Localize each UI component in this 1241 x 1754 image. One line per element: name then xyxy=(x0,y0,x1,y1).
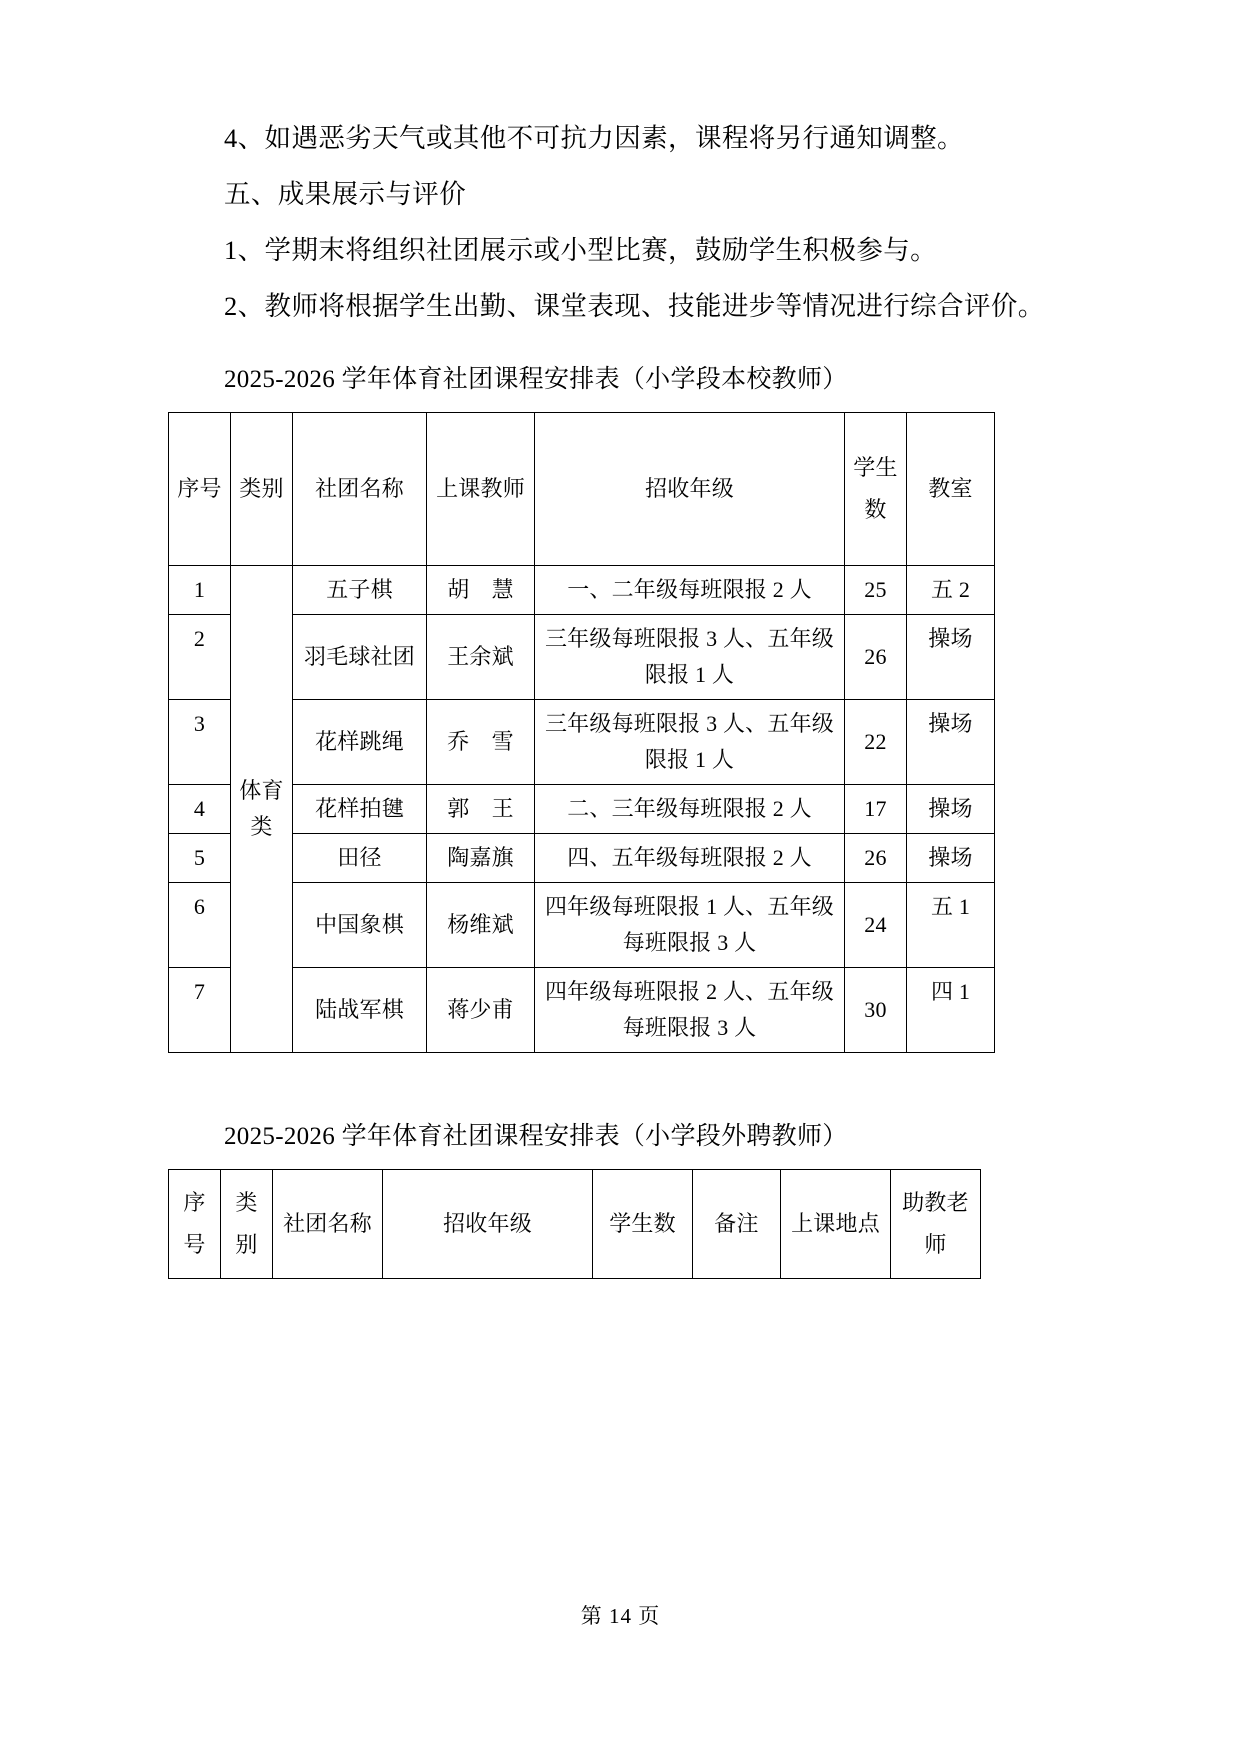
table-header-row xyxy=(169,1170,981,1279)
cell-count: 22 xyxy=(845,700,907,785)
table-header-row xyxy=(169,413,995,566)
header-remark: 备注 xyxy=(693,1170,781,1279)
header-club-name: 社团名称 xyxy=(273,1170,383,1279)
header-student-count: 学生数 xyxy=(845,413,907,566)
table-row xyxy=(169,785,995,834)
cell-teacher: 郭 王 xyxy=(427,785,535,834)
cell-room: 五 2 xyxy=(907,566,995,615)
cell-grades: 二、三年级每班限报 2 人 xyxy=(535,785,845,834)
table-row xyxy=(169,566,995,615)
cell-room: 操场 xyxy=(907,834,995,883)
cell-teacher: 蒋少甫 xyxy=(427,968,535,1053)
table-row xyxy=(169,968,995,1053)
cell-count: 24 xyxy=(845,883,907,968)
header-student-count: 学生数 xyxy=(593,1170,693,1279)
header-no: 序号 xyxy=(169,413,231,566)
cell-teacher: 胡 慧 xyxy=(427,566,535,615)
header-category: 类别 xyxy=(231,413,293,566)
cell-no: 2 xyxy=(169,615,231,700)
cell-count: 30 xyxy=(845,968,907,1053)
cell-club: 花样跳绳 xyxy=(293,700,427,785)
header-grades: 招收年级 xyxy=(383,1170,593,1279)
cell-teacher: 王余斌 xyxy=(427,615,535,700)
paragraph-4-weather: 4、如遇恶劣天气或其他不可抗力因素，课程将另行通知调整。 xyxy=(224,123,964,153)
cell-count: 25 xyxy=(845,566,907,615)
cell-no: 6 xyxy=(169,883,231,968)
cell-count: 26 xyxy=(845,834,907,883)
cell-grades: 四年级每班限报 2 人、五年级每班限报 3 人 xyxy=(535,968,845,1053)
table-row xyxy=(169,700,995,785)
sports-club-schedule-table-inhouse xyxy=(168,412,995,1053)
cell-club: 中国象棋 xyxy=(293,883,427,968)
cell-club: 花样拍毽 xyxy=(293,785,427,834)
cell-room: 操场 xyxy=(907,785,995,834)
section-heading-five: 五、成果展示与评价 xyxy=(224,179,467,209)
cell-teacher: 杨维斌 xyxy=(427,883,535,968)
table-row xyxy=(169,883,995,968)
cell-no: 7 xyxy=(169,968,231,1053)
cell-grades: 三年级每班限报 3 人、五年级限报 1 人 xyxy=(535,700,845,785)
cell-no: 1 xyxy=(169,566,231,615)
cell-no: 3 xyxy=(169,700,231,785)
page-number: 第 14 页 xyxy=(580,1604,661,1628)
header-grades: 招收年级 xyxy=(535,413,845,566)
cell-no: 4 xyxy=(169,785,231,834)
cell-teacher: 陶嘉旗 xyxy=(427,834,535,883)
header-no: 序号 xyxy=(169,1170,221,1279)
header-room: 教室 xyxy=(907,413,995,566)
table-row xyxy=(169,615,995,700)
cell-club: 羽毛球社团 xyxy=(293,615,427,700)
table2-title: 2025-2026 学年体育社团课程安排表（小学段外聘教师） xyxy=(224,1123,848,1150)
cell-grades: 四年级每班限报 1 人、五年级每班限报 3 人 xyxy=(535,883,845,968)
cell-teacher: 乔 雪 xyxy=(427,700,535,785)
paragraph-1-showcase: 1、学期末将组织社团展示或小型比赛，鼓励学生积极参与。 xyxy=(224,235,938,265)
paragraph-2-evaluation: 2、教师将根据学生出勤、课堂表现、技能进步等情况进行综合评价。 xyxy=(224,291,1045,321)
cell-club: 田径 xyxy=(293,834,427,883)
cell-no: 5 xyxy=(169,834,231,883)
table1-title: 2025-2026 学年体育社团课程安排表（小学段本校教师） xyxy=(224,366,848,393)
header-club-name: 社团名称 xyxy=(293,413,427,566)
cell-room: 操场 xyxy=(907,700,995,785)
header-category: 类别 xyxy=(221,1170,273,1279)
header-location: 上课地点 xyxy=(781,1170,891,1279)
cell-grades: 一、二年级每班限报 2 人 xyxy=(535,566,845,615)
cell-grades: 四、五年级每班限报 2 人 xyxy=(535,834,845,883)
cell-grades: 三年级每班限报 3 人、五年级限报 1 人 xyxy=(535,615,845,700)
header-teacher: 上课教师 xyxy=(427,413,535,566)
table-row xyxy=(169,834,995,883)
sports-club-schedule-table-external xyxy=(168,1169,981,1279)
cell-club: 五子棋 xyxy=(293,566,427,615)
cell-count: 17 xyxy=(845,785,907,834)
cell-room: 四 1 xyxy=(907,968,995,1053)
header-assistant-teacher: 助教老师 xyxy=(891,1170,981,1279)
cell-category: 体育类 xyxy=(231,566,293,1053)
cell-room: 操场 xyxy=(907,615,995,700)
cell-club: 陆战军棋 xyxy=(293,968,427,1053)
paragraph-block xyxy=(168,110,1073,334)
document-content xyxy=(168,110,1073,1279)
cell-room: 五 1 xyxy=(907,883,995,968)
cell-count: 26 xyxy=(845,615,907,700)
